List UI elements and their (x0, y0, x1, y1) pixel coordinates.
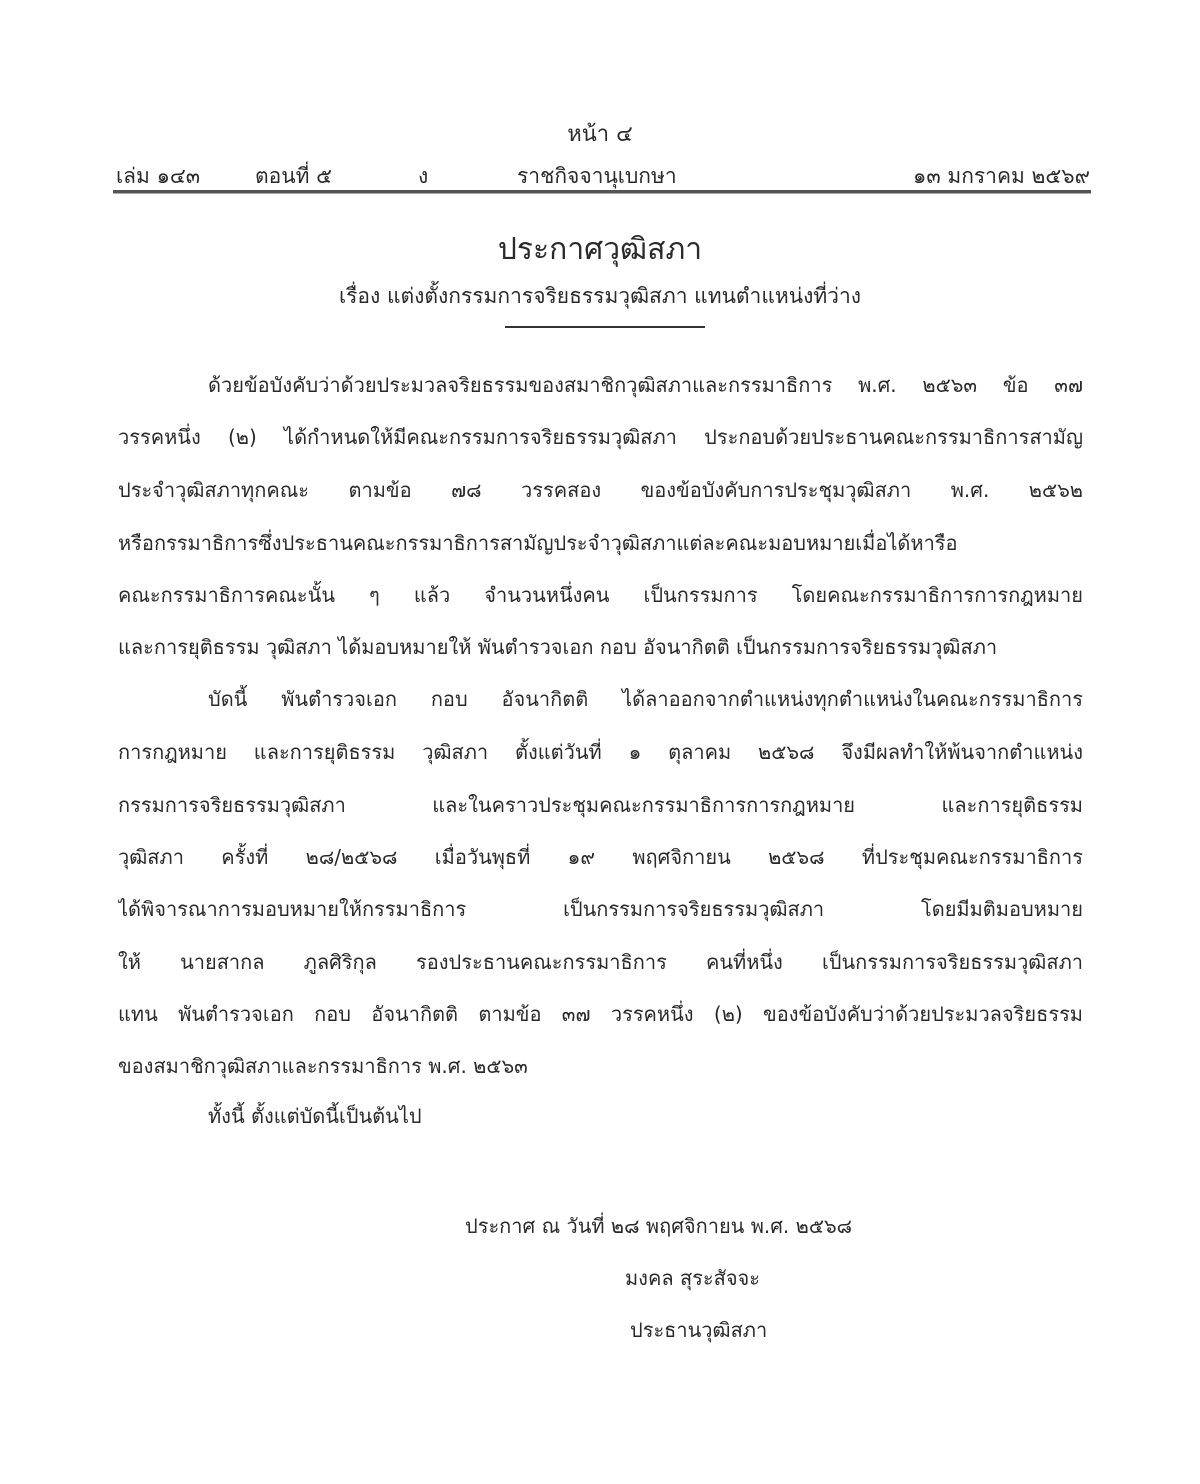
gazette-date: ๑๓ มกราคม ๒๕๖๙ (912, 164, 1090, 188)
document-title: ประกาศวุฒิสภา (497, 232, 703, 267)
title-divider (505, 326, 705, 328)
page-number: หน้า ๔ (567, 122, 633, 147)
body-line: กรรมการจริยธรรมวุฒิสภา และในคราวประชุมคณะกรรมาธิการการกฎหมาย และการยุติธรรม (118, 793, 1083, 817)
gazette-issue: ตอนที่ ๕ (255, 164, 333, 188)
body-line: วุฒิสภา ครั้งที่ ๒๘/๒๕๖๘ เมื่อวันพุธที่ ๑๙ พฤศจิกายน ๒๕๖๘ ที่ประชุมคณะกรรมาธิการ (118, 845, 1083, 869)
document-subject: เรื่อง แต่งตั้งกรรมการจริยธรรมวุฒิสภา แทนตำแหน่งที่ว่าง (338, 284, 862, 308)
gazette-volume: เล่ม ๑๔๓ (116, 164, 201, 188)
signatory-name: มงคล สุระสัจจะ (625, 1266, 761, 1290)
body-line: หรือกรรมาธิการซึ่งประธานคณะกรรมาธิการสามัญประจำวุฒิสภาแต่ละคณะมอบหมายเมื่อได้หารือ (118, 531, 958, 555)
body-line: วรรคหนึ่ง (๒) ได้กำหนดให้มีคณะกรรมการจริยธรรมวุฒิสภา ประกอบด้วยประธานคณะกรรมาธิการสามัญ (118, 425, 1083, 449)
body-line: การกฎหมาย และการยุติธรรม วุฒิสภา ตั้งแต่วันที่ ๑ ตุลาคม ๒๕๖๘ จึงมีผลทำให้พ้นจากตำแหน่ง (118, 740, 1083, 764)
body-line: แทน พันตำรวจเอก กอบ อัจนากิตติ ตามข้อ ๓๗ วรรคหนึ่ง (๒) ของข้อบังคับว่าด้วยประมวลจริยธรรม (118, 1002, 1083, 1026)
body-line: คณะกรรมาธิการคณะนั้น ๆ แล้ว จำนวนหนึ่งคน เป็นกรรมการ โดยคณะกรรมาธิการการกฎหมาย (118, 583, 1083, 607)
announcement-date: ประกาศ ณ วันที่ ๒๘ พฤศจิกายน พ.ศ. ๒๕๖๘ (465, 1214, 853, 1238)
body-line: และการยุติธรรม วุฒิสภา ได้มอบหมายให้ พันตำรวจเอก กอบ อัจนากิตติ เป็นกรรมการจริยธรรมวุฒิสภา (118, 635, 998, 659)
body-line: ให้ นายสากล ภูลศิริกุล รองประธานคณะกรรมาธิการ คนที่หนึ่ง เป็นกรรมการจริยธรรมวุฒิสภา (118, 950, 1083, 974)
signatory-position: ประธานวุฒิสภา (630, 1318, 768, 1342)
body-line: ด้วยข้อบังคับว่าด้วยประมวลจริยธรรมของสมาชิกวุฒิสภาและกรรมาธิการ พ.ศ. ๒๕๖๓ ข้อ ๓๗ (208, 373, 1083, 397)
gazette-name: ราชกิจจานุเบกษา (517, 164, 677, 188)
gazette-section: ง (418, 164, 429, 188)
body-line: บัดนี้ พันตำรวจเอก กอบ อัจนากิตติ ได้ลาออกจากตำแหน่งทุกตำแหน่งในคณะกรรมาธิการ (208, 687, 1083, 711)
body-line: ของสมาชิกวุฒิสภาและกรรมาธิการ พ.ศ. ๒๕๖๓ (118, 1054, 528, 1078)
body-line: ประจำวุฒิสภาทุกคณะ ตามข้อ ๗๘ วรรคสอง ของข้อบังคับการประชุมวุฒิสภา พ.ศ. ๒๕๖๒ (118, 478, 1083, 502)
header-divider (113, 190, 1091, 194)
body-line: ทั้งนี้ ตั้งแต่บัดนี้เป็นต้นไป (208, 1104, 422, 1128)
body-line: ได้พิจารณาการมอบหมายให้กรรมาธิการ เป็นกรรมการจริยธรรมวุฒิสภา โดยมีมติมอบหมาย (118, 897, 1083, 921)
